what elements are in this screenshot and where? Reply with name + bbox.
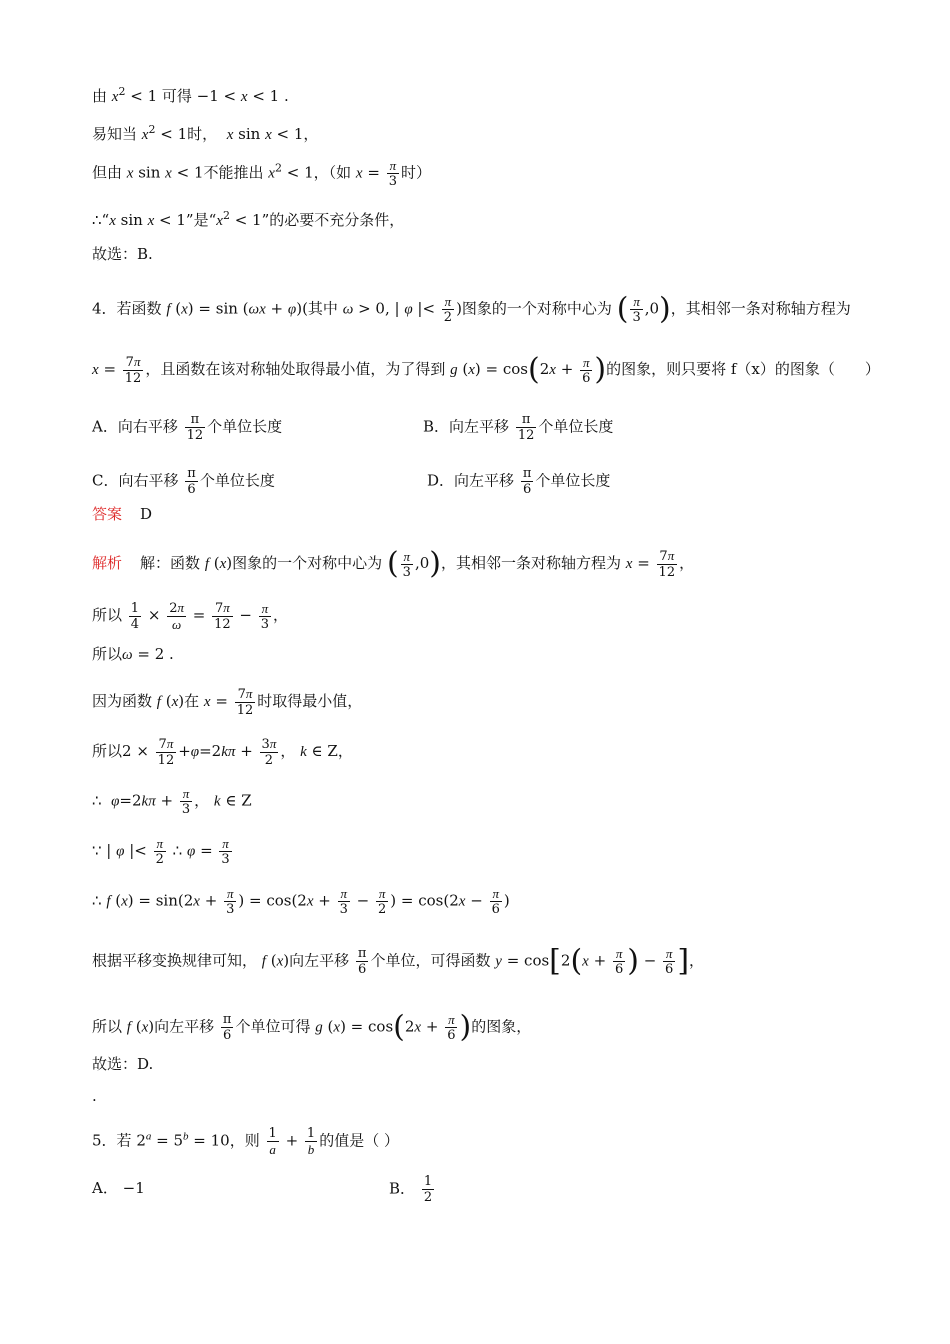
text: 图象的一个对称中心为 <box>232 554 383 572</box>
solution-line-6: ∴ φ=2kπ + $\frac{\pi}{3}$ ， k ∈ Z <box>92 786 252 817</box>
text: 由 <box>92 87 108 105</box>
fraction: $\frac{\pi}{3}$ <box>388 158 397 189</box>
text: D．向左平移 <box>427 471 515 490</box>
q5-option-b[interactable]: B． $\frac{1}{2}$ <box>389 1174 433 1205</box>
answer-value: D <box>140 505 153 523</box>
text: 可得 <box>161 87 192 105</box>
text: 向左平移 <box>289 951 350 970</box>
text: . <box>92 1087 97 1105</box>
fraction: $\frac{\pi}{2}$ <box>443 294 453 325</box>
text: ，且函数在该对称轴处取得最小值，为了得到 <box>145 360 446 378</box>
text: B． <box>389 1179 416 1198</box>
text: 个单位长度 <box>535 471 611 490</box>
question-4-line-2: x = $\frac{7\pi}{12}$ ，且函数在该对称轴处取得最小值，为了得到 g (x) = cos(2x + $\frac{\pi}{6}$ )的图象，则只要将 f（x）的图象（ ） <box>92 352 880 387</box>
text: 所以 <box>92 606 123 624</box>
option-a-value: −1 <box>122 1179 145 1197</box>
text: 时取得最小值， <box>257 692 363 710</box>
text: ，则 <box>229 1131 260 1150</box>
text: ”是“ <box>185 211 217 229</box>
solution-line-11 <box>92 1054 153 1074</box>
option-d[interactable]: D．向左平移 $\frac{\pi}{6}$ 个单位长度 <box>427 466 611 497</box>
solution-line-7: ∵ | φ |< $\frac{\pi}{2}$ ∴ φ = $\frac{\pi}{3}$ <box>92 836 230 867</box>
text: 个单位长度 <box>199 471 275 490</box>
text: 不能推出 <box>203 163 264 182</box>
text: ，其相邻一条对称轴方程为 <box>670 299 851 318</box>
text: 个单位，可得函数 <box>370 951 491 970</box>
text: 解：函数 <box>140 554 201 572</box>
text: ，其相邻一条对称轴方程为 <box>440 554 621 572</box>
text: 的图象，则只要将 f（x）的图象（ ） <box>606 360 880 378</box>
text: C．向右平移 <box>92 471 179 490</box>
solution-line-4: 因为函数 f (x)在 x = $\frac{7\pi}{12}$ 时取得最小值， <box>92 686 363 718</box>
text: 因为函数 <box>92 692 153 710</box>
text: 时， <box>187 125 218 143</box>
solution-line-2: 所以 $\frac{1}{4}$ × $\frac{2\pi}{\omega}$ = $\frac{7\pi}{12}$ − $\frac{\pi}{3}$ ， <box>92 600 289 632</box>
line-3: 但由 x sin x < 1不能推出 $x^2 < 1$，（如 x = $\frac{\pi}{3}$ 时） <box>92 158 431 189</box>
text: 个单位长度 <box>538 417 614 436</box>
text: 5．若 <box>92 1131 132 1150</box>
text: 易知当 <box>92 125 138 143</box>
text: )图象的一个对称中心为 <box>456 299 612 318</box>
answer-label: 答案 <box>92 505 123 523</box>
text: 故选：B. <box>92 245 153 263</box>
solution-line-8: ∴ f (x) = sin(2x + $\frac{\pi}{3}$ ) = cos(2x + $\frac{\pi}{3}$ − $\frac{\pi}{2}$ ) = cos(2x − $\frac{\pi}{6}$ ) <box>92 886 510 917</box>
solution-line-3: 所以ω = 2 . <box>92 645 174 663</box>
option-c[interactable]: C．向右平移 $\frac{\pi}{6}$ 个单位长度 <box>92 466 275 497</box>
text: ”的必要不充分条件， <box>261 211 405 229</box>
solution-line-9: 根据平移变换规律可知， f (x)向左平移 $\frac{\pi}{6}$ 个单位，可得函数 y = cos[2(x + $\frac{\pi}{6}$ ) − $\frac{\pi}{6}$ ]， <box>92 943 705 979</box>
text: 在 <box>184 692 200 710</box>
text: 所以 <box>92 1017 123 1036</box>
q5-option-a[interactable] <box>92 1178 145 1198</box>
text: 所以 <box>92 645 123 663</box>
text: 4．若函数 <box>92 299 162 318</box>
text: 时） <box>400 163 431 182</box>
text: 向左平移 <box>154 1017 215 1036</box>
text: 的值是（ ） <box>319 1131 399 1150</box>
fraction: $\frac{7\pi}{12}$ <box>124 354 142 386</box>
text: A． <box>92 1179 118 1197</box>
text: 个单位可得 <box>235 1017 311 1036</box>
text: 但由 <box>92 163 123 182</box>
text: A．向右平移 <box>92 417 178 436</box>
solution-line-1: 解析 解：函数 f (x)图象的一个对称中心为 ( $\frac{\pi}{3}$ ,0)，其相邻一条对称轴方程为 x = $\frac{7\pi}{12}$ ， <box>92 546 695 581</box>
text: 个单位长度 <box>207 417 283 436</box>
option-b[interactable]: B．向左平移 $\frac{\pi}{12}$ 个单位长度 <box>423 412 614 443</box>
solution-line-10: 所以 f (x)向左平移 $\frac{\pi}{6}$ 个单位可得 g (x) = cos(2x + $\frac{\pi}{6}$ )的图象， <box>92 1009 532 1045</box>
text: ∴“ <box>92 211 110 229</box>
option-a[interactable]: A．向右平移 $\frac{\pi}{12}$ 个单位长度 <box>92 412 283 443</box>
line-1: 由 $x^2 < 1$ 可得 −1 < x < 1 . <box>92 85 289 105</box>
question-4-line-1: 4．若函数 f (x) = sin (ωx + φ)(其中 ω > 0, | φ |< $\frac{\pi}{2}$ )图象的一个对称中心为 ( $\frac{\pi}{3}$ ,0)，其相邻一条对称轴方程为 <box>92 291 851 327</box>
question-5: 5．若 $2^a = 5^b = 10$，则 $\frac{1}{a}$ + $\frac{1}{b}$ 的值是（ ） <box>92 1126 399 1157</box>
line-5 <box>92 244 153 264</box>
line-4: ∴“x sin x < 1”是“$x^2 < 1$”的必要不充分条件， <box>92 209 405 229</box>
text: (其中 <box>302 299 338 318</box>
dot-line <box>92 1086 97 1106</box>
text: B．向左平移 <box>423 417 510 436</box>
text: 所以 <box>92 742 123 760</box>
text: 根据平移变换规律可知， <box>92 951 258 970</box>
text: 的图象， <box>471 1017 532 1036</box>
answer-line <box>92 504 152 524</box>
text: 故选：D. <box>92 1055 154 1073</box>
line-2: 易知当 $x^2 < 1$时， x sin x < 1， <box>92 123 319 143</box>
solution-line-5: 所以2 × $\frac{7\pi}{12}$ +φ=2kπ + $\frac{3\pi}{2}$ ， k ∈ Z， <box>92 736 353 768</box>
solution-label: 解析 <box>92 554 123 572</box>
text: ，（如 <box>313 163 352 182</box>
